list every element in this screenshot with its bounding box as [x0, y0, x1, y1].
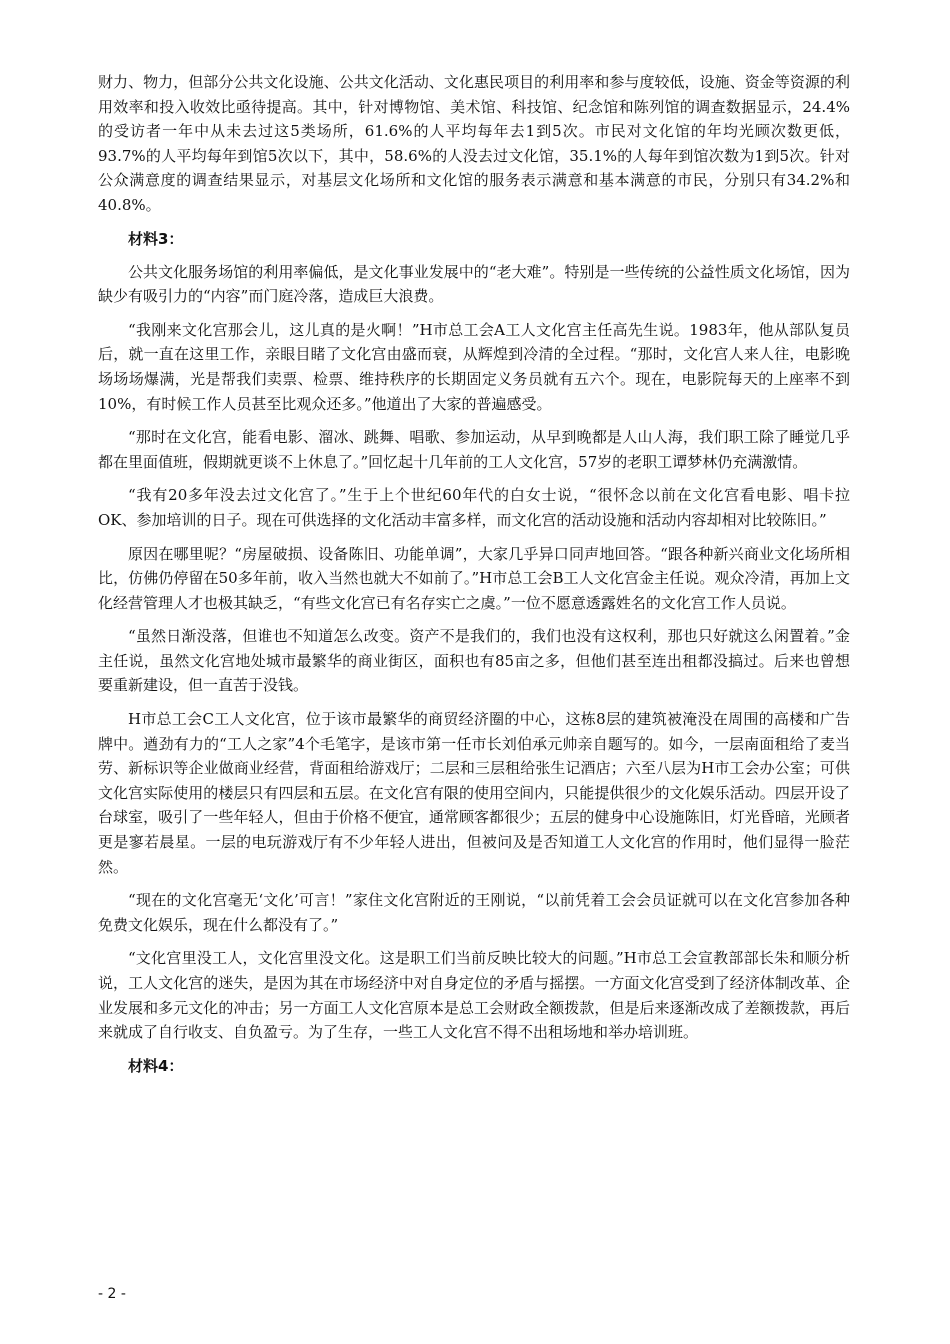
section-heading-material-4: 材料4： [128, 1056, 184, 1075]
paragraph: 原因在哪里呢？“房屋破损、设备陈旧、功能单调”，大家几乎异口同声地回答。“跟各种新兴商业文化场所相比，仿佛仍停留在50多年前，收入当然也就大不如前了。”H市总工会B工人文化宫金主任说。观众冷清，再加上文化经营管理人才也极其缺乏，“有些文化宫已有名存实亡之虞。”一位不愿意透露姓名的文化宫工作人员说。 [98, 544, 850, 612]
paragraph: “文化宫里没工人，文化宫里没文化。这是职工们当前反映比较大的问题。”H市总工会宣教部部长朱和顺分析说，工人文化宫的迷失，是因为其在市场经济中对自身定位的矛盾与摇摆。一方面文化宫受到了经济体制改革、企业发展和多元文化的冲击；另一方面工人文化宫原本是总工会财政全额拨款，但是后来逐渐改成了差额拨款，再后来就成了自行收支、自负盈亏。为了生存，一些工人文化宫不得不出租场地和举办培训班。 [98, 949, 850, 1042]
paragraph: “我刚来文化宫那会儿，这儿真的是火啊！”H市总工会A工人文化宫主任高先生说。1983年，他从部队复员后，就一直在这里工作，亲眼目睹了文化宫由盛而衰，从辉煌到冷清的全过程。“那时，文化宫人来人往，电影晚场场场爆满，光是帮我们卖票、检票、维持秩序的长期固定义务员就有五六个。现在，电影院每天的上座率不到10%，有时候工作人员甚至比观众还多。”他道出了大家的普遍感受。 [98, 320, 850, 413]
document-page [98, 70, 850, 1087]
paragraph: “现在的文化宫毫无‘文化’可言！”家住文化宫附近的王刚说，“以前凭着工会会员证就可以在文化宫参加各种免费文化娱乐，现在什么都没有了。” [98, 891, 850, 934]
page-number: - 2 - [98, 1286, 126, 1302]
section-heading-material-3: 材料3： [128, 229, 184, 248]
paragraph: “那时在文化宫，能看电影、溜冰、跳舞、唱歌、参加运动，从早到晚都是人山人海，我们职工除了睡觉几乎都在里面值班，假期就更谈不上休息了。”回忆起十几年前的工人文化宫，57岁的老职工谭梦林仍充满激情。 [98, 428, 850, 471]
paragraph: “我有20多年没去过文化宫了。”生于上个世纪60年代的白女士说，“很怀念以前在文化宫看电影、唱卡拉OK、参加培训的日子。现在可供选择的文化活动丰富多样，而文化宫的活动设施和活动内容却相对比较陈旧。” [98, 486, 850, 529]
paragraph: 公共文化服务场馆的利用率偏低，是文化事业发展中的“老大难”。特别是一些传统的公益性质文化场馆，因为缺少有吸引力的“内容”而门庭冷落，造成巨大浪费。 [98, 262, 850, 306]
paragraph: “虽然日渐没落，但谁也不知道怎么改变。资产不是我们的，我们也没有这权利，那也只好就这么闲置着。”金主任说，虽然文化宫地处城市最繁华的商业街区，面积也有85亩之多，但他们甚至连出租都没搞过。后来也曾想要重新建设，但一直苦于没钱。 [98, 627, 850, 695]
paragraph: H市总工会C工人文化宫，位于该市最繁华的商贸经济圈的中心，这栋8层的建筑被淹没在周围的高楼和广告牌中。遒劲有力的“工人之家”4个毛笔字，是该市第一任市长刘伯承元帅亲自题写的。如今，一层南面租给了麦当劳、新标识等企业做商业经营，背面租给游戏厅；二层和三层租给张生记酒店；六至八层为H市工会办公室；可供文化宫实际使用的楼层只有四层和五层。在文化宫有限的使用空间内，只能提供很少的文化娱乐活动。四层开设了台球室，吸引了一些年轻人，但由于价格不便宜，通常顾客都很少；五层的健身中心设施陈旧，灯光昏暗，光顾者更是寥若晨星。一层的电玩游戏厅有不少年轻人进出，但被问及是否知道工人文化宫的作用时，他们显得一脸茫然。 [98, 710, 850, 876]
paragraph-continued: 财力、物力，但部分公共文化设施、公共文化活动、文化惠民项目的利用率和参与度较低，设施、资金等资源的利用效率和投入收效比亟待提高。其中，针对博物馆、美术馆、科技馆、纪念馆和陈列馆的调查数据显示，24.4%的受访者一年中从未去过这5类场所，61.6%的人平均每年去1到5次。市民对文化馆的年均光顾次数更低，93.7%的人平均每年到馆5次以下，其中，58.6%的人没去过文化馆，35.1%的人每年到馆次数为1到5次。针对公众满意度的调查结果显示，对基层文化场所和文化馆的服务表示满意和基本满意的市民，分别只有34.2%和40.8%。 [98, 73, 850, 214]
